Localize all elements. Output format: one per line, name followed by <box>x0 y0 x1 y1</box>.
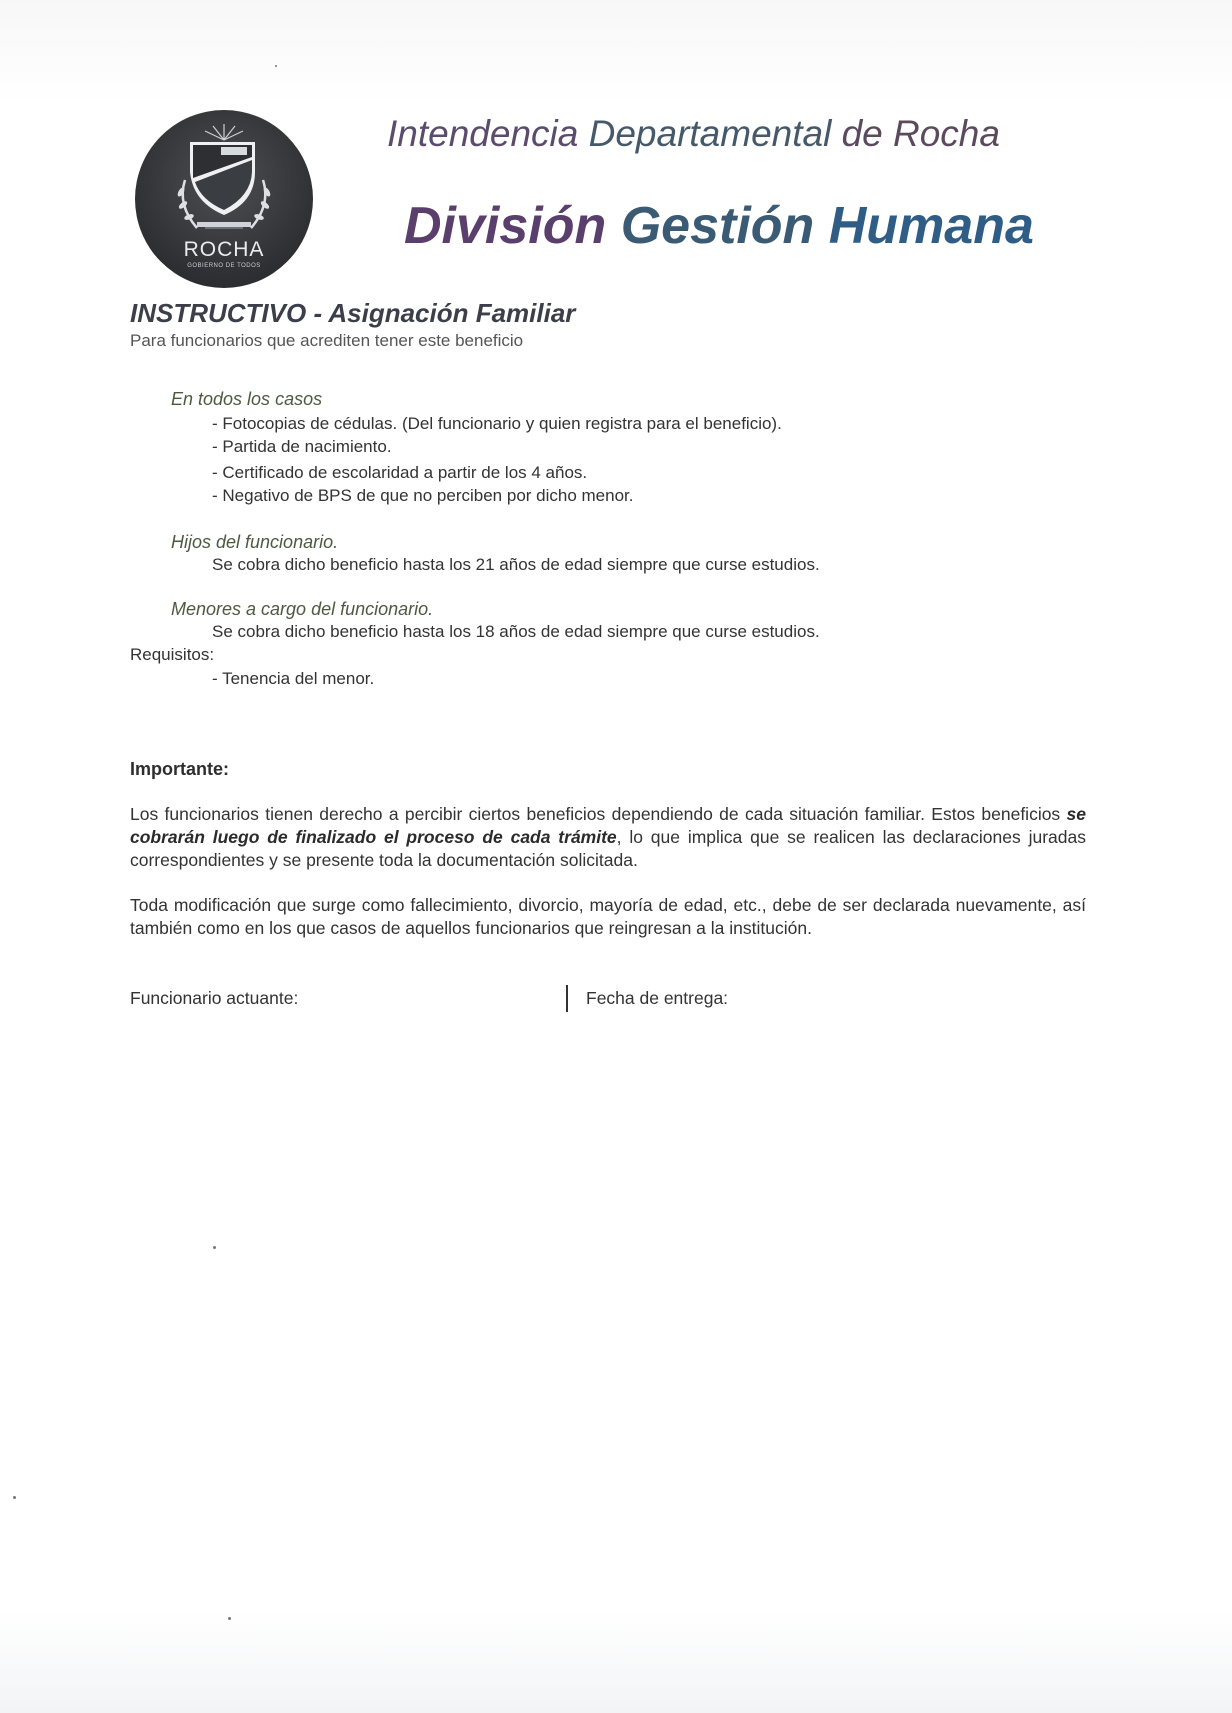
scan-speck <box>13 1496 16 1499</box>
list-item: - Certificado de escolaridad a partir de los 4 años. <box>212 463 588 482</box>
section-heading-children: Hijos del funcionario. <box>171 532 339 552</box>
important-paragraph-2: Toda modificación que surge como fallecimiento, divorcio, mayoría de edad, etc., debe de ser declarada nuevamente, así también como en los que casos de aquellos funcionarios que reingresan a la institución. <box>130 895 1086 938</box>
list-item: - Tenencia del menor. <box>212 669 375 688</box>
important-paragraph-1: Los funcionarios tienen derecho a percibir ciertos beneficios dependiendo de cada situación familiar. Estos beneficios se cobrarán luego de finalizado el proceso de cada trámite, lo que implica que se realicen las declaraciones juradas correspondientes y se presente toda la documentación solicitada. <box>130 804 1086 870</box>
important-emphasis: se cobrarán luego de finalizado el proceso de cada trámite <box>130 804 1086 847</box>
institution-title: Intendencia Departamental de Rocha <box>387 113 1000 154</box>
list-item: - Negativo de BPS de que no perciben por dicho menor. <box>212 486 634 505</box>
signature-divider <box>566 985 568 1012</box>
important-heading: Importante: <box>130 759 229 779</box>
list-item: - Fotocopias de cédulas. (Del funcionario y quien registra para el beneficio). <box>212 414 782 433</box>
division-title: División Gestión Humana <box>404 197 1034 255</box>
requirements-label: Requisitos: <box>130 645 215 664</box>
scan-speck <box>228 1617 231 1620</box>
section-heading-dependents: Menores a cargo del funcionario. <box>171 599 434 619</box>
document-subtitle: Para funcionarios que acrediten tener este beneficio <box>130 331 524 350</box>
logo-name: ROCHA <box>183 238 265 261</box>
section-heading-all-cases: En todos los casos <box>171 389 323 409</box>
dependents-benefit-text: Se cobra dicho beneficio hasta los 18 años de edad siempre que curse estudios. <box>212 622 820 641</box>
rocha-coat-of-arms-icon <box>135 110 313 288</box>
scan-speck <box>275 65 277 67</box>
scan-speck <box>213 1246 216 1249</box>
list-item: - Partida de nacimiento. <box>212 437 392 456</box>
document-title: INSTRUCTIVO - Asignación Familiar <box>130 298 576 328</box>
delivery-date-label: Fecha de entrega: <box>586 988 729 1008</box>
acting-official-label: Funcionario actuante: <box>130 988 299 1008</box>
children-benefit-text: Se cobra dicho beneficio hasta los 21 años de edad siempre que curse estudios. <box>212 555 820 574</box>
logo-motto: GOBIERNO DE TODOS <box>187 263 261 269</box>
